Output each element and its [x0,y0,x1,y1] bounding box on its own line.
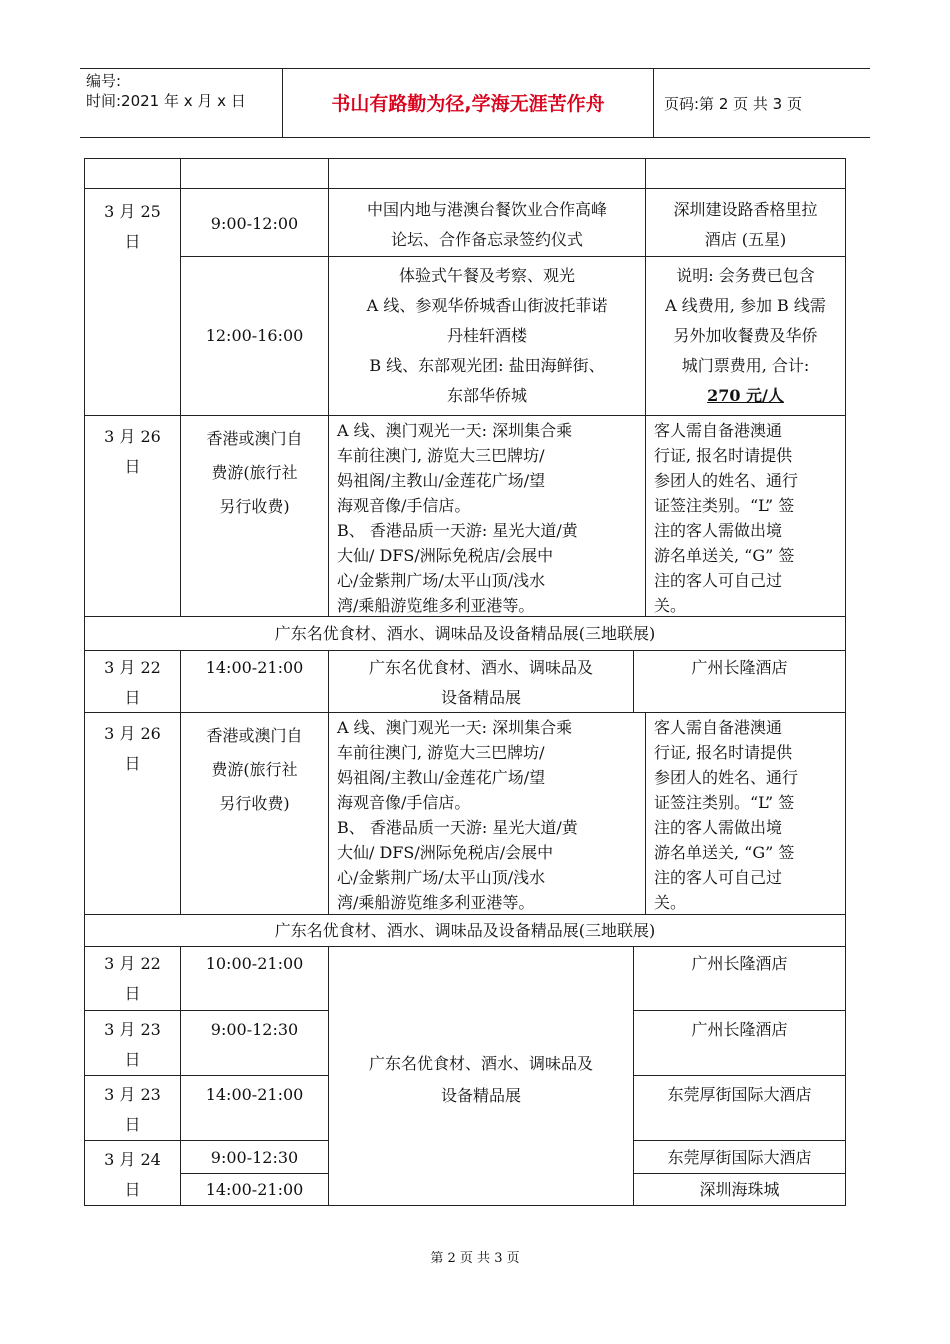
header-left [86,71,282,111]
type-cell: 香港或澳门自 费游(旅行社 另行收费) [180,415,329,617]
time-label: 时间:2021 年 x 月 x 日 [86,92,246,110]
event-cell: 广东名优食材、酒水、调味品及 设备精品展 [328,946,634,1206]
time-cell: 14:00-21:00 [180,1173,329,1206]
date-cell: 3 月 23 日 [84,1075,181,1141]
venue-cell: 深圳海珠城 [633,1173,846,1206]
section-header: 广东名优食材、酒水、调味品及设备精品展(三地联展) [84,914,846,947]
time-cell: 12:00-16:00 [180,256,329,416]
date-cell: 3 月 22 日 [84,946,181,1011]
venue-cell: 广州长隆酒店 [633,1010,846,1076]
note-cell: 客人需自备港澳通 行证, 报名时请提供 参团人的姓名、通行 证签注类别。“L” 签 注的客人需做出境 游名单送关, “G” 签 注的客人可自己过 关。 [645,415,846,617]
header-divider [653,69,654,137]
event-cell: A 线、澳门观光一天: 深圳集合乘 车前往澳门, 游览大三巴牌坊/ 妈祖阁/主教山/金莲花广场/望 海观音像/手信店。 B、 香港品质一天游: 星光大道/黄 大仙/ DFS/洲际免税店/会展中 心/金紫荆广场/太平山顶/浅水 湾/乘船游览维多利亚港等。 [328,415,646,617]
page-footer: 第 2 页 共 3 页 [430,1251,520,1266]
note-cell: 客人需自备港澳通 行证, 报名时请提供 参团人的姓名、通行 证签注类别。“L” 签 注的客人需做出境 游名单送关, “G” 签 注的客人可自己过 关。 [645,712,846,915]
date-cell: 3 月 25 日 [84,188,181,416]
time-cell: 10:00-21:00 [180,946,329,1011]
event-cell: 广东名优食材、酒水、调味品及 设备精品展 [328,650,634,713]
event-cell: 中国内地与港澳台餐饮业合作高峰 论坛、合作备忘录签约仪式 [328,188,646,257]
time-cell: 14:00-21:00 [180,650,329,713]
venue-cell: 东莞厚街国际大酒店 [633,1075,846,1141]
header-page-label: 页码:第 2 页 共 3 页 [664,95,802,113]
venue-cell: 深圳建设路香格里拉 酒店 (五星) [645,188,846,257]
time-cell: 14:00-21:00 [180,1075,329,1141]
date-cell: 3 月 22 日 [84,650,181,713]
type-cell: 香港或澳门自 费游(旅行社 另行收费) [180,712,329,915]
time-cell: 9:00-12:00 [180,188,329,257]
price-text: 270 元/人 [707,386,784,405]
note-text: 说明: 会务费已包含 A 线费用, 参加 B 线需 另外加收餐费及华侨 城门票费用, 合计: [665,266,826,375]
date-cell: 3 月 24 日 [84,1140,181,1206]
venue-cell: 广州长隆酒店 [633,650,846,713]
date-cell: 3 月 23 日 [84,1010,181,1076]
event-cell: A 线、澳门观光一天: 深圳集合乘 车前往澳门, 游览大三巴牌坊/ 妈祖阁/主教山/金莲花广场/望 海观音像/手信店。 B、 香港品质一天游: 星光大道/黄 大仙/ DFS/洲际免税店/会展中 心/金紫荆广场/太平山顶/浅水 湾/乘船游览维多利亚港等。 [328,712,646,915]
page-header [80,68,870,138]
time-cell: 9:00-12:30 [180,1140,329,1174]
table-cell [180,158,329,189]
table-cell [328,158,646,189]
date-cell: 3 月 26 日 [84,415,181,617]
table-cell [84,158,181,189]
number-label: 编号: [86,72,122,90]
section-header: 广东名优食材、酒水、调味品及设备精品展(三地联展) [84,616,846,651]
venue-cell: 广州长隆酒店 [633,946,846,1011]
table-cell [645,158,846,189]
event-cell: 体验式午餐及考察、观光 A 线、参观华侨城香山街波托菲诺 丹桂轩酒楼 B 线、东部观光团: 盐田海鲜街、 东部华侨城 [328,256,646,416]
note-cell [645,256,846,416]
time-cell: 9:00-12:30 [180,1010,329,1076]
header-motto: 书山有路勤为径,学海无涯苦作舟 [331,93,605,115]
venue-cell: 东莞厚街国际大酒店 [633,1140,846,1174]
date-cell: 3 月 26 日 [84,712,181,915]
